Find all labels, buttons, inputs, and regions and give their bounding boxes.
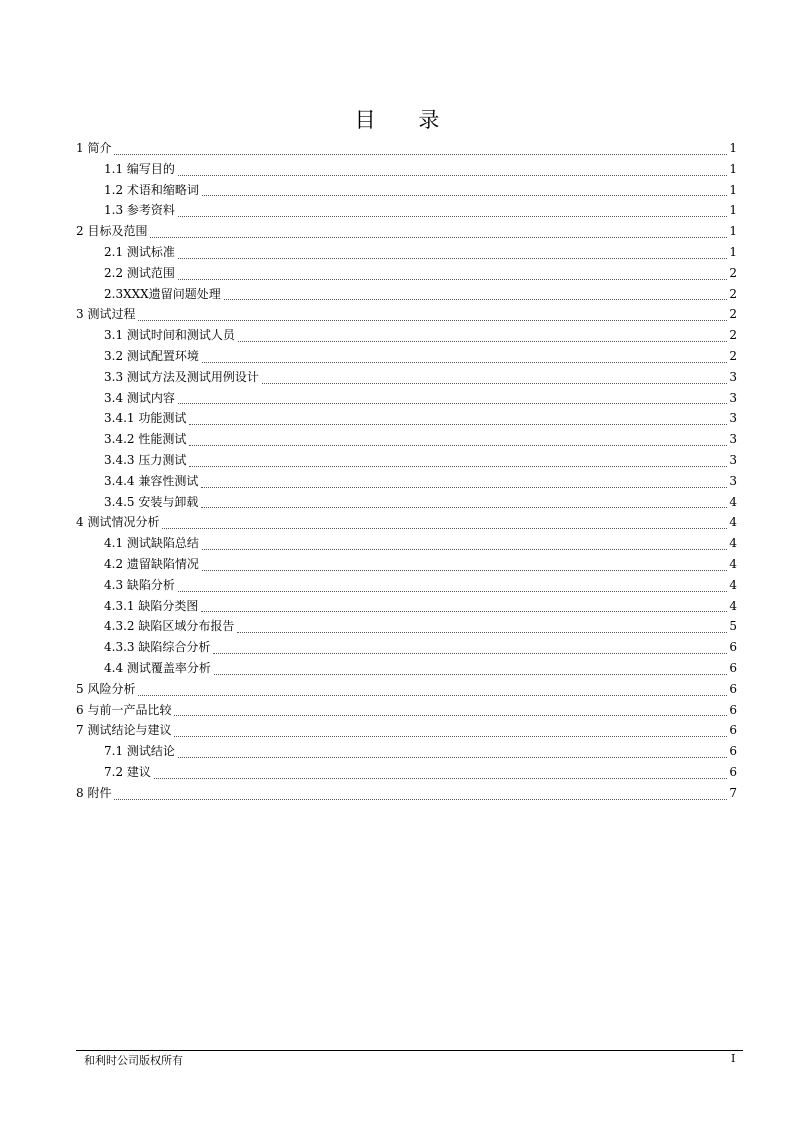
toc-entry-page: 6 [729, 681, 737, 696]
toc-entry[interactable] [76, 554, 737, 575]
toc-entry-title: 8 附件 [76, 785, 112, 800]
toc-entry[interactable] [76, 533, 737, 554]
toc-entry-title: 5 风险分析 [76, 681, 136, 696]
toc-entry[interactable] [76, 159, 737, 180]
toc-leader-dots [189, 445, 727, 446]
toc-entry[interactable] [76, 180, 737, 201]
toc-entry-page: 6 [729, 764, 737, 779]
toc-entry-title: 4.1 测试缺陷总结 [104, 536, 199, 551]
toc-entry-title: 3.4.5 安装与卸载 [104, 494, 199, 509]
toc-leader-dots [262, 383, 727, 384]
toc-entry-page: 1 [729, 161, 737, 176]
toc-entry-page: 1 [729, 224, 737, 239]
toc-leader-dots [224, 299, 728, 300]
toc-entry-title: 2.2 测试范围 [104, 265, 175, 280]
toc-entry-title: 4 测试情况分析 [76, 515, 160, 530]
toc-entry-page: 6 [729, 702, 737, 717]
toc-entry-title: 4.3.2 缺陷区域分布报告 [104, 619, 235, 634]
toc-entry[interactable] [76, 367, 737, 388]
toc-entry-page: 3 [729, 390, 737, 405]
toc-entry-title: 3.2 测试配置环境 [104, 348, 199, 363]
toc-entry-title: 2 目标及范围 [76, 224, 148, 239]
toc-entry[interactable] [76, 242, 737, 263]
toc-entry-page: 4 [729, 494, 737, 509]
toc-leader-dots [178, 216, 727, 217]
toc-entry-page: 2 [729, 307, 737, 322]
toc-leader-dots [178, 279, 727, 280]
toc-entry[interactable] [76, 700, 737, 721]
toc-entry-page: 4 [729, 515, 737, 530]
toc-entry[interactable] [76, 658, 737, 679]
toc-entry-title: 6 与前一产品比较 [76, 702, 172, 717]
toc-entry-title: 7.2 建议 [104, 764, 151, 779]
toc-entry-title: 3.4.1 功能测试 [104, 411, 187, 426]
toc-leader-dots [154, 778, 727, 779]
toc-entry[interactable] [76, 762, 737, 783]
toc-entry[interactable] [76, 429, 737, 450]
toc-leader-dots [201, 507, 727, 508]
toc-entry[interactable] [76, 450, 737, 471]
toc-entry-title: 2.3XXX遗留问题处理 [104, 286, 221, 301]
toc-entry-page: 1 [729, 141, 737, 155]
toc-entry[interactable] [76, 346, 737, 367]
toc-entry-page: 4 [729, 598, 737, 613]
toc-entry-page: 3 [729, 369, 737, 384]
toc-entry[interactable] [76, 388, 737, 409]
toc-entry-title: 3 测试过程 [76, 307, 136, 322]
toc-entry[interactable] [76, 284, 737, 305]
toc-leader-dots [238, 341, 727, 342]
toc-entry-title: 1 简介 [76, 141, 112, 155]
toc-leader-dots [178, 403, 727, 404]
toc-entry-title: 4.4 测试覆盖率分析 [104, 660, 211, 675]
toc-entry[interactable] [76, 200, 737, 221]
footer-divider [76, 1050, 743, 1051]
toc-entry-title: 3.4.4 兼容性测试 [104, 473, 199, 488]
toc-entry-page: 7 [729, 785, 737, 800]
toc-entry[interactable] [76, 408, 737, 429]
toc-leader-dots [178, 258, 727, 259]
toc-leader-dots [178, 757, 727, 758]
toc-entry-page: 4 [729, 536, 737, 551]
toc-entry-page: 6 [729, 723, 737, 738]
toc-entry-title: 1.1 编写目的 [104, 161, 175, 176]
toc-entry-page: 2 [729, 286, 737, 301]
toc-entry-page: 2 [729, 348, 737, 363]
toc-entry-title: 7 测试结论与建议 [76, 723, 172, 738]
footer-copyright: 和利时公司版权所有 [84, 1054, 183, 1067]
toc-entry-title: 4.3.3 缺陷综合分析 [104, 640, 211, 655]
toc-entry-page: 1 [729, 182, 737, 197]
toc-entry-title: 1.2 术语和缩略词 [104, 182, 199, 197]
toc-entry-page: 3 [729, 411, 737, 426]
toc-entry[interactable] [76, 304, 737, 325]
toc-entry[interactable] [76, 637, 737, 658]
toc-entry-title: 3.1 测试时间和测试人员 [104, 328, 235, 343]
toc-entry-title: 3.3 测试方法及测试用例设计 [104, 369, 259, 384]
toc-entry-page: 6 [729, 640, 737, 655]
toc-leader-dots [178, 591, 727, 592]
toc-entry-title: 2.1 测试标准 [104, 244, 175, 259]
toc-leader-dots [162, 528, 727, 529]
toc-entry[interactable] [76, 512, 737, 533]
toc-leader-dots [189, 466, 727, 467]
toc-leader-dots [114, 154, 727, 155]
toc-leader-dots [150, 237, 727, 238]
toc-entry-page: 2 [729, 265, 737, 280]
toc-entry-page: 1 [729, 203, 737, 218]
toc-entry[interactable] [76, 263, 737, 284]
toc-entry-page: 2 [729, 328, 737, 343]
toc-leader-dots [201, 611, 727, 612]
toc-entry-page: 3 [729, 473, 737, 488]
toc-leader-dots [202, 362, 727, 363]
toc-entry-page: 3 [729, 432, 737, 447]
toc-entry[interactable] [76, 679, 737, 700]
toc-leader-dots [138, 320, 727, 321]
toc-entry[interactable] [76, 720, 737, 741]
footer-page-number: I [731, 1052, 736, 1065]
toc-entry-page: 6 [729, 660, 737, 675]
toc-entry-page: 1 [729, 244, 737, 259]
toc-entry-title: 4.2 遗留缺陷情况 [104, 556, 199, 571]
toc-entry-title: 7.1 测试结论 [104, 744, 175, 759]
toc-leader-dots [213, 653, 727, 654]
toc-entry[interactable] [76, 616, 737, 637]
toc-entry-title: 4.3 缺陷分析 [104, 577, 175, 592]
toc-entry-page: 3 [729, 452, 737, 467]
table-of-contents [76, 138, 737, 804]
toc-entry-title: 4.3.1 缺陷分类图 [104, 598, 199, 613]
toc-leader-dots [237, 632, 727, 633]
toc-entry[interactable] [76, 575, 737, 596]
toc-entry-title: 3.4 测试内容 [104, 390, 175, 405]
toc-leader-dots [202, 570, 727, 571]
toc-leader-dots [202, 549, 727, 550]
toc-entry[interactable] [76, 596, 737, 617]
toc-leader-dots [138, 695, 727, 696]
toc-entry-page: 5 [729, 619, 737, 634]
toc-entry-page: 4 [729, 556, 737, 571]
toc-entry-page: 4 [729, 577, 737, 592]
toc-leader-dots [202, 195, 727, 196]
toc-leader-dots [174, 736, 727, 737]
toc-entry[interactable] [76, 741, 737, 762]
toc-entry[interactable] [76, 783, 737, 804]
toc-leader-dots [214, 674, 727, 675]
toc-entry[interactable] [76, 492, 737, 513]
toc-leader-dots [178, 175, 727, 176]
toc-entry[interactable] [76, 221, 737, 242]
toc-entry-title: 3.4.2 性能测试 [104, 432, 187, 447]
toc-entry[interactable] [76, 138, 737, 159]
toc-leader-dots [189, 424, 727, 425]
toc-entry-page: 6 [729, 744, 737, 759]
toc-leader-dots [201, 487, 727, 488]
toc-entry-title: 1.3 参考资料 [104, 203, 175, 218]
page-title: 目 录 [354, 108, 458, 132]
toc-leader-dots [114, 799, 727, 800]
toc-entry[interactable] [76, 325, 737, 346]
toc-leader-dots [174, 715, 727, 716]
toc-entry[interactable] [76, 471, 737, 492]
toc-entry-title: 3.4.3 压力测试 [104, 452, 187, 467]
